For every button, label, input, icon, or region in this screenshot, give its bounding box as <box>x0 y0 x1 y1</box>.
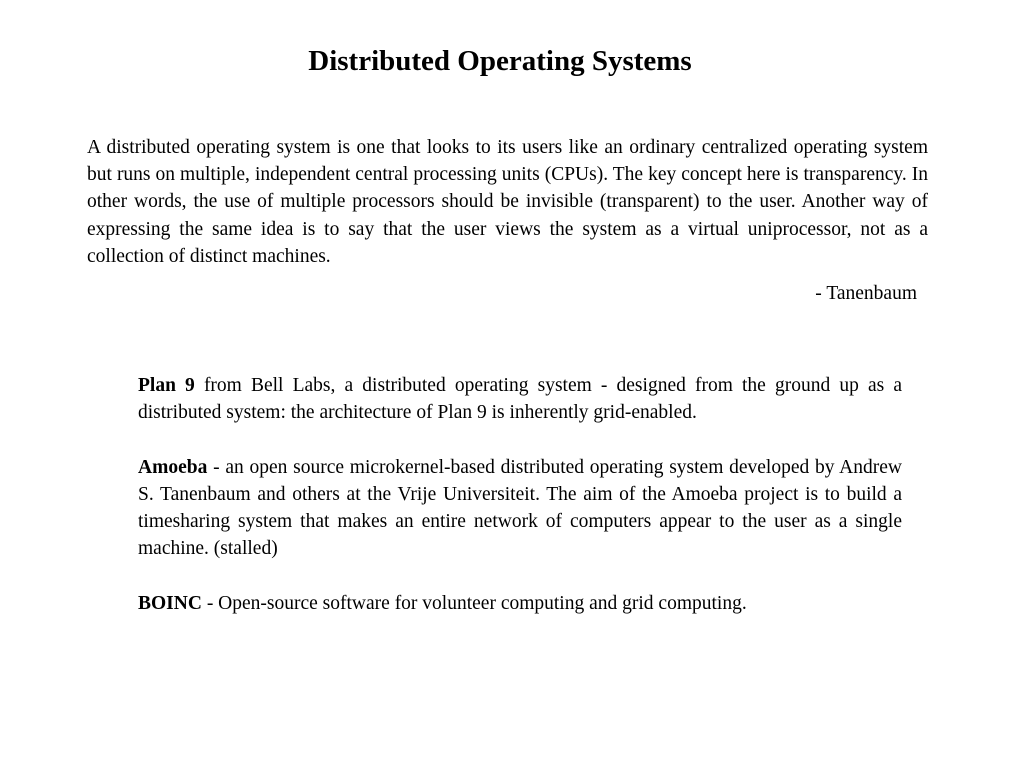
systems-list <box>138 372 902 645</box>
system-description: - an open source microkernel-based distributed operating system developed by Andrew S. Tanenbaum and others at the Vrije Universiteit. The aim of the Amoeba project is to build a timesharing system that makes an entire network of computers appear to the user as a single machine. (stalled) <box>138 456 902 560</box>
system-description: - Open-source software for volunteer computing and grid computing. <box>201 593 747 614</box>
system-entry-boinc <box>138 590 902 617</box>
slide-title: Distributed Operating Systems <box>308 45 692 77</box>
system-entry-plan9 <box>138 372 902 426</box>
system-name: BOINC <box>138 593 202 614</box>
quote-attribution: - Tanenbaum <box>815 283 917 304</box>
system-description: from Bell Labs, a distributed operating system - designed from the ground up as a distributed system: the architecture of Plan 9 is inherently grid-enabled. <box>138 375 902 424</box>
definition-quote: A distributed operating system is one that looks to its users like an ordinary centralized operating system but runs on multiple, independent central processing units (CPUs). The key concept here is transparency. In other words, the use of multiple processors should be invisible (transparent) to the user. Another way of expressing the same idea is to say that the user views the system as a virtual uniprocessor, not as a collection of distinct machines. <box>87 137 928 267</box>
system-name: Amoeba <box>138 456 208 478</box>
system-name: Plan 9 <box>138 375 195 396</box>
system-entry-amoeba <box>138 454 902 563</box>
